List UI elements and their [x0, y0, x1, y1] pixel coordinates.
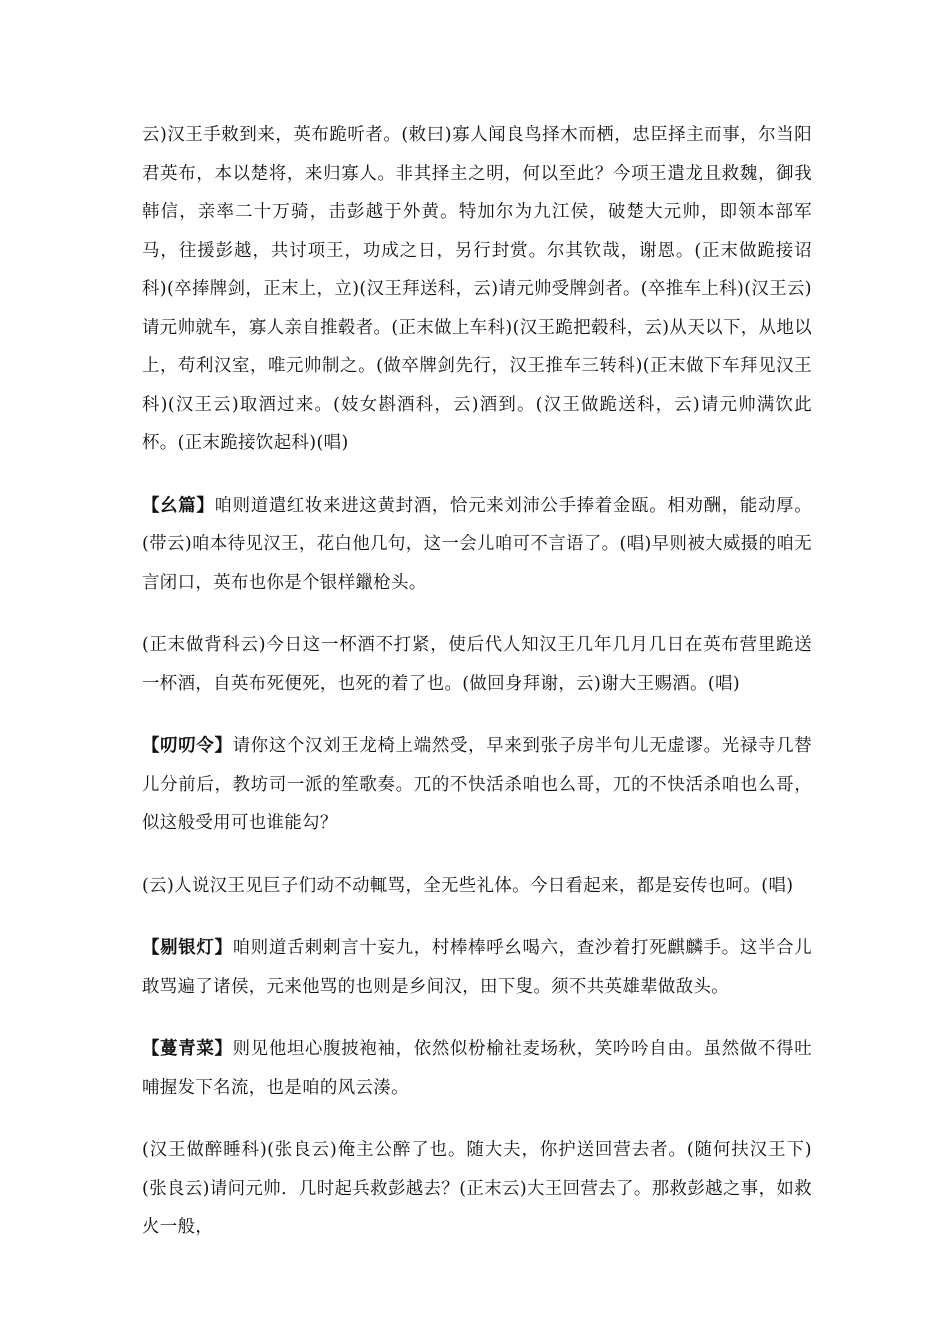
paragraph-text: 请你这个汉刘王龙椅上端然受，早来到张子房半句儿无虚谬。光禄寺几替儿分前后，教坊司一派的笙歌奏。兀的不快活杀咱也么哥，兀的不快活杀咱也么哥，似这般受用可也谁能勾？: [142, 736, 812, 833]
paragraph-text: (汉王做醉睡科)(张良云)俺主公醉了也。随大夫，你护送回营去者。(随何扶汉王下)(张良云)请问元帅．几时起兵救彭越去？(正末云)大王回营去了。那救彭越之事，如救火一般，: [142, 1140, 812, 1237]
tune-title: 【蔓青菜】: [142, 1039, 233, 1059]
tune-title: 【幺篇】: [142, 495, 215, 516]
paragraph-text: 则见他坦心腹披袍袖，依然似枌榆社麦场秋，笑吟吟自由。虽然做不得吐哺握发下名流，也是咱的风云湊。: [142, 1039, 812, 1098]
tune-title: 【叨叨令】: [142, 736, 233, 756]
paragraph-tiyindeng: [142, 929, 812, 1006]
paragraph-text: 咱则道舌剌剌言十妄九，村棒棒呼幺喝六，查沙着打死麒麟手。这半合儿敢骂遍了诸侯，元来他骂的也则是乡间汉，田下叟。须不共英雄辈做敌头。: [142, 938, 812, 997]
tune-title: 【剔银灯】: [142, 938, 233, 958]
paragraph-text: (云)人说汉王见巨子们动不动輒骂，全无些礼体。今日看起来，都是妄传也呵。(唱): [142, 875, 794, 896]
paragraph-text: 咱则道遣红妆来进这黄封酒，恰元来刘沛公手捧着金瓯。相劝酬，能动厚。(带云)咱本待见汉王，花白他几句，这一会儿咱可不言语了。(唱)早则被大威摄的咱无言闭口，英布也你是个银样鑞枪头。: [142, 495, 812, 593]
paragraph-manqingcai: [142, 1030, 812, 1107]
paragraph-closing: [142, 1131, 812, 1247]
paragraph-edict: [142, 116, 812, 463]
paragraph-yaopian: [142, 487, 812, 603]
paragraph-text: 云)汉王手敕到来，英布跪听者。(敕曰)寡人闻良鸟择木而栖，忠臣择主而事，尔当阳君英布，本以楚将，来归寡人。非其择主之明，何以至此？今项王遣龙且救魏，御我韩信，亲率二十万骑，击彭越于外黄。特加尔为九江侯，破楚大元帅，即领本部军马，往援彭越，共讨项王，功成之日，另行封赏。尔其钦哉，谢恩。(正末做跪接诏科)(卒捧牌剑，正末上，立)(汉王拜送科，云)请元帅受牌剑者。(卒推车上科)(汉王云)请元帅就车，寡人亲自推毂者。(正末做上车科)(汉王跪把毂科，云)从天以下，从地以上，苟利汉室，唯元帅制之。(做卒牌剑先行，汉王推车三转科)(正末做下车拜见汉王科)(汉王云)取酒过来。(妓女斟酒科，云)酒到。(汉王做跪送科，云)请元帅满饮此杯。(正末跪接饮起科)(唱): [142, 125, 812, 453]
paragraph-text: (正末做背科云)今日这一杯酒不打紧，使后代人知汉王几年几月几日在英布营里跪送一杯酒，自英布死便死，也死的着了也。(做回身拜谢，云)谢大王赐酒。(唱): [142, 635, 812, 694]
paragraph-daodaoling: [142, 727, 812, 843]
paragraph-speech: [142, 867, 812, 906]
document-page: [142, 116, 812, 1247]
paragraph-aside: [142, 626, 812, 703]
